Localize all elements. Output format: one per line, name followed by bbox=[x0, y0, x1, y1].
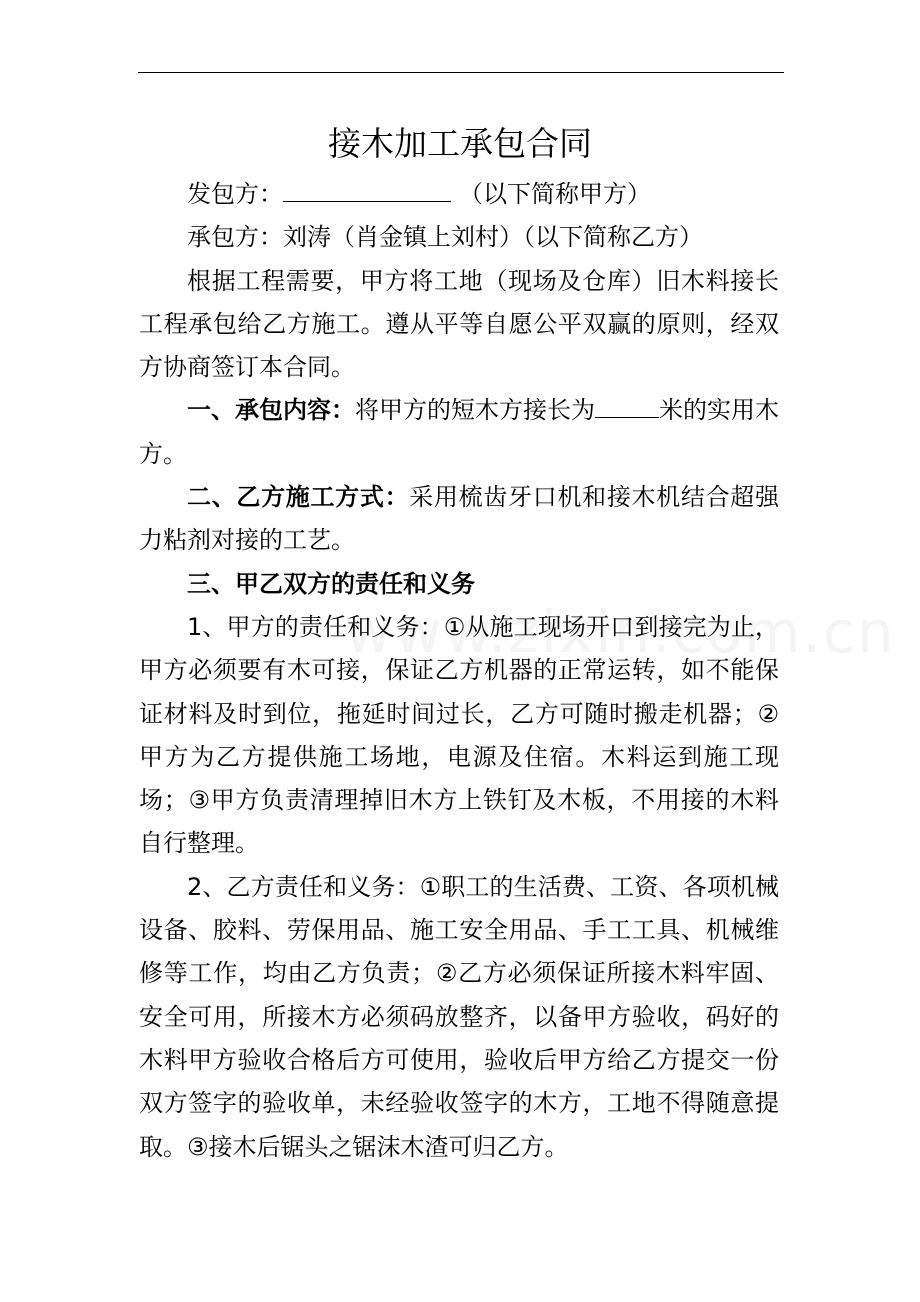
section-1-text-after: 米的实用木方。 bbox=[139, 396, 779, 468]
header-rule bbox=[138, 72, 784, 73]
section-1 bbox=[139, 389, 779, 476]
clause-2: 2、乙方责任和义务：①职工的生活费、工资、各项机械设备、胶料、劳保用品、施工安全用品、手工工具、机械维修等工作，均由乙方负责；②乙方必须保证所接木料牢固、安全可用，所接木方必须码放整齐，以备甲方验收，码好的木料甲方验收合格后方可使用，验收后甲方给乙方提交一份双方签字的验收单，未经验收签字的木方，工地不得随意提取。③接木后锯头之锯沫木渣可归乙方。 bbox=[139, 872, 779, 1161]
clause-1: 1、甲方的责任和义务：①从施工现场开口到接完为止，甲方必须要有木可接，保证乙方机器的正常运转，如不能保证材料及时到位，拖延时间过长，乙方可随时搬走机器；②甲方为乙方提供施工场地，电源及住宿。木料运到施工现场；③甲方负责清理掉旧木方上铁钉及木板，不用接的木料自行整理。 bbox=[139, 612, 779, 858]
party-b-value: 刘涛（肖金镇上刘村） bbox=[283, 223, 523, 252]
party-a-line bbox=[139, 173, 779, 216]
party-b-line bbox=[139, 216, 779, 259]
section-2-text: 采用梳齿牙口机和接木机结合超强力粘剂对接的工艺。 bbox=[139, 483, 780, 555]
length-blank bbox=[595, 392, 659, 418]
party-a-suffix: （以下简称甲方） bbox=[459, 180, 651, 208]
section-1-text-before: 将甲方的短木方接长为 bbox=[355, 396, 595, 425]
contract-body bbox=[139, 173, 779, 1169]
document-title: 接木加工承包合同 bbox=[328, 124, 592, 163]
section-1-heading: 一、承包内容： bbox=[187, 396, 355, 425]
party-a-label: 发包方： bbox=[187, 180, 283, 208]
party-b-suffix: （以下简称乙方） bbox=[523, 223, 703, 252]
section-3 bbox=[139, 563, 779, 606]
section-3-heading: 三、甲乙双方的责任和义务 bbox=[187, 569, 475, 598]
section-2-heading: 二、乙方施工方式： bbox=[187, 483, 410, 512]
section-2 bbox=[139, 476, 779, 563]
party-a-blank bbox=[283, 176, 451, 202]
party-b-label: 承包方： bbox=[187, 223, 283, 252]
intro-paragraph: 根据工程需要，甲方将工地（现场及仓库）旧木料接长工程承包给乙方施工。遵从平等自愿公平双赢的原则，经双方协商签订本合同。 bbox=[139, 266, 779, 382]
